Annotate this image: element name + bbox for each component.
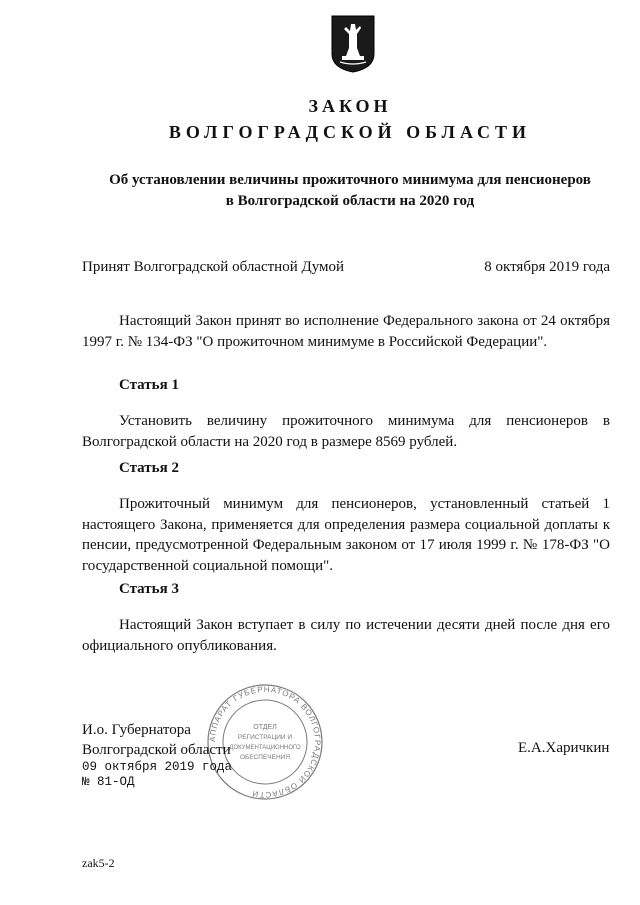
stamp-inner-line-2: РЕГИСТРАЦИИ И (237, 734, 293, 741)
registration-number: № 81-ОД (82, 775, 135, 789)
article-3-text: Настоящий Закон вступает в силу по истечении десяти дней после дня его официального опубликования. (82, 617, 610, 654)
article-2-text: Прожиточный минимум для пенсионеров, установленный статьей 1 настоящего Закона, применяется для определения размера социальной доплаты к пенсии, предусмотренной Федеральным законом от 17 июля 1999 г. № 178-ФЗ "О государственной социальной помощи". (82, 496, 610, 574)
subtitle-line-2: в Волгоградской области на 2020 год (225, 193, 475, 209)
article-2-heading: Статья 2 (119, 460, 179, 476)
registration-block (82, 760, 232, 790)
preamble-paragraph: Настоящий Закон принят во исполнение Федерального закона от 24 октября 1997 г. № 134-ФЗ "О прожиточном минимуме в Российской Федерации". (82, 313, 610, 350)
signatory-name: Е.А.Харичкин (518, 740, 610, 756)
document-code: zak5-2 (82, 856, 115, 870)
position-line-1: И.о. Губернатора (82, 722, 191, 738)
article-3-heading: Статья 3 (119, 581, 179, 597)
coat-of-arms-emblem (330, 14, 376, 74)
adoption-row (82, 259, 610, 276)
law-subtitle (90, 170, 610, 212)
registration-date: 09 октября 2019 года (82, 760, 233, 774)
signatory-position (82, 720, 231, 760)
stamp-inner-line-4: ОБЕСПЕЧЕНИЯ (239, 754, 291, 761)
article-1-text: Установить величину прожиточного минимума для пенсионеров в Волгоградской области на 2020 год в размере 8569 рублей. (82, 413, 610, 450)
position-line-2: Волгоградской области (82, 742, 231, 758)
stamp-outer-text: АППАРАТ ГУБЕРНАТОРА ВОЛГОГРАДСКОЙ ОБЛАСТИ (207, 684, 323, 800)
adoption-date: 8 октября 2019 года (484, 259, 610, 275)
stamp-inner-line-1: ОТДЕЛ (253, 724, 277, 731)
law-title: ЗАКОН (308, 96, 392, 116)
article-1-heading: Статья 1 (119, 377, 179, 393)
adopted-by: Принят Волгоградской областной Думой (82, 259, 345, 275)
region-title: ВОЛГОГРАДСКОЙ ОБЛАСТИ (168, 122, 532, 142)
subtitle-line-1: Об установлении величины прожиточного минимума для пенсионеров (109, 172, 591, 188)
stamp-inner-line-3: ДОКУМЕНТАЦИОННОГО (229, 745, 301, 751)
